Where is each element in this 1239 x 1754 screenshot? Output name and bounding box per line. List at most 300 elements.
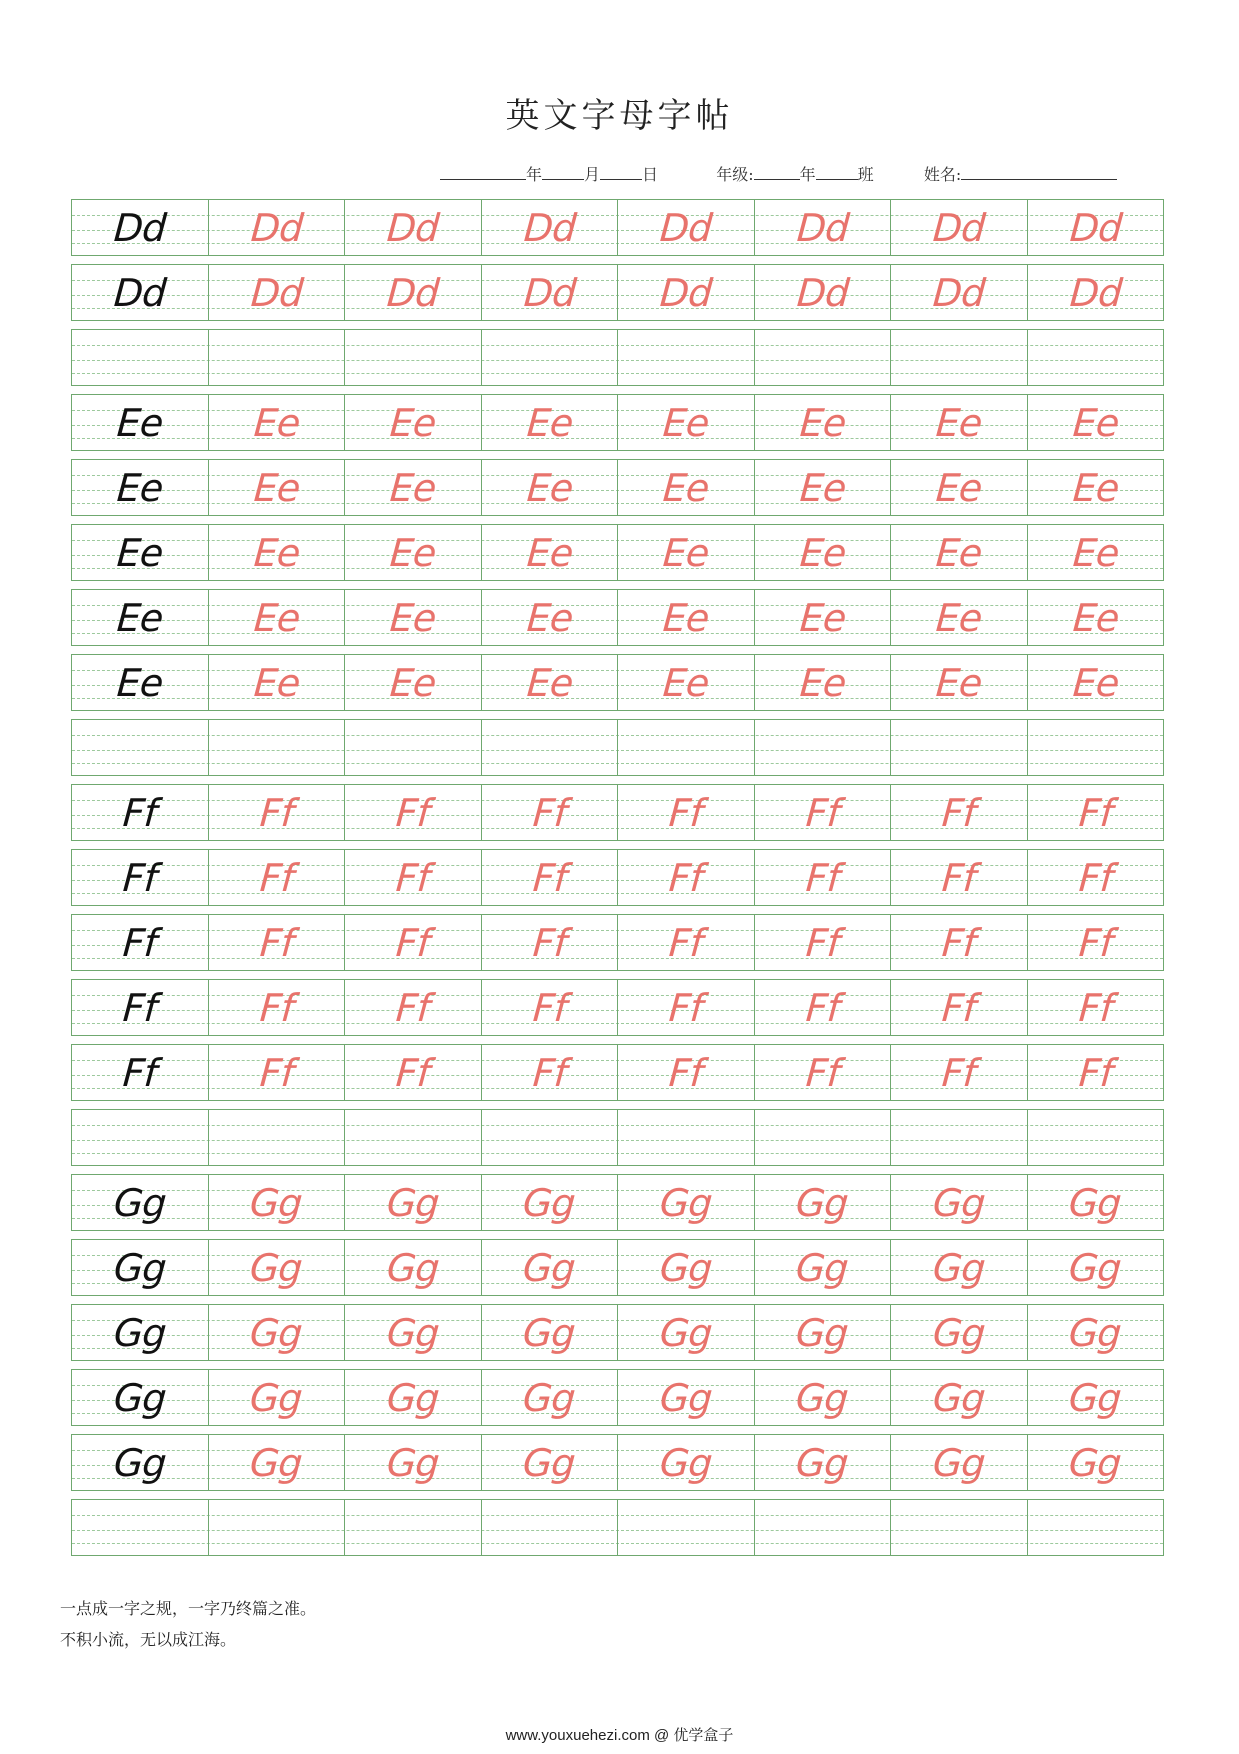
model-letter: Gg [112, 1375, 168, 1420]
writing-cell[interactable] [482, 1240, 619, 1295]
writing-cell[interactable] [755, 1370, 892, 1425]
letter-practice-row [71, 394, 1164, 451]
writing-cell[interactable] [755, 265, 892, 320]
trace-letter: Dd [522, 205, 577, 250]
writing-cell[interactable] [891, 1110, 1028, 1165]
writing-cell[interactable] [618, 1240, 755, 1295]
writing-cell[interactable] [618, 720, 755, 775]
writing-cell[interactable] [891, 1175, 1028, 1230]
writing-cell[interactable] [345, 655, 482, 710]
model-letter: Dd [112, 205, 167, 250]
writing-cell[interactable] [482, 980, 619, 1035]
writing-cell[interactable] [209, 1045, 346, 1100]
writing-cell[interactable] [1028, 1240, 1164, 1295]
writing-cell[interactable] [1028, 720, 1164, 775]
writing-cell[interactable] [755, 850, 892, 905]
writing-cell[interactable] [755, 330, 892, 385]
writing-cell[interactable] [755, 785, 892, 840]
writing-cell[interactable] [755, 1110, 892, 1165]
letter-practice-row [71, 459, 1164, 516]
trace-letter: Ff [804, 920, 841, 965]
writing-cell[interactable] [618, 850, 755, 905]
trace-letter: Gg [385, 1180, 441, 1225]
trace-letter: Ee [661, 465, 710, 510]
quotes [60, 1593, 316, 1655]
writing-cell[interactable] [891, 785, 1028, 840]
trace-letter: Ff [667, 855, 704, 900]
writing-cell[interactable] [482, 1370, 619, 1425]
writing-cell[interactable] [891, 1045, 1028, 1100]
writing-cell[interactable] [618, 980, 755, 1035]
practice-grid [71, 199, 1164, 1564]
writing-cell[interactable] [209, 785, 346, 840]
trace-letter: Ee [1071, 400, 1120, 445]
writing-cell[interactable] [1028, 850, 1164, 905]
writing-cell[interactable] [345, 1110, 482, 1165]
month-blank[interactable] [542, 165, 584, 180]
writing-cell[interactable] [482, 1110, 619, 1165]
trace-letter: Gg [248, 1440, 304, 1485]
model-letter: Ff [121, 855, 158, 900]
letter-practice-row [71, 979, 1164, 1036]
trace-letter: Ff [394, 920, 431, 965]
letter-practice-row [71, 1044, 1164, 1101]
trace-letter: Ee [934, 465, 983, 510]
writing-cell[interactable] [209, 1370, 346, 1425]
writing-cell[interactable] [72, 720, 209, 775]
trace-letter: Gg [658, 1180, 714, 1225]
writing-cell[interactable] [209, 915, 346, 970]
writing-cell[interactable] [755, 655, 892, 710]
trace-letter: Gg [521, 1440, 577, 1485]
trace-letter: Ff [1077, 855, 1114, 900]
trace-letter: Gg [521, 1310, 577, 1355]
blank-practice-row [71, 1499, 1164, 1556]
trace-letter: Gg [1067, 1310, 1123, 1355]
trace-letter: Gg [385, 1310, 441, 1355]
trace-letter: Ee [934, 400, 983, 445]
writing-cell[interactable] [482, 1045, 619, 1100]
writing-cell[interactable] [755, 915, 892, 970]
writing-cell[interactable] [72, 980, 209, 1035]
writing-cell[interactable] [72, 460, 209, 515]
writing-cell[interactable] [345, 460, 482, 515]
letter-practice-row [71, 199, 1164, 256]
letter-practice-row [71, 1304, 1164, 1361]
trace-letter: Ff [667, 790, 704, 835]
trace-letter: Ff [258, 790, 295, 835]
writing-cell[interactable] [72, 590, 209, 645]
grade-year-label: 年 [799, 165, 816, 184]
trace-letter: Dd [385, 205, 440, 250]
writing-cell[interactable] [891, 395, 1028, 450]
trace-letter: Ee [798, 465, 847, 510]
trace-letter: Ff [667, 985, 704, 1030]
writing-cell[interactable] [209, 590, 346, 645]
writing-cell[interactable] [1028, 1175, 1164, 1230]
writing-cell[interactable] [891, 1435, 1028, 1490]
writing-cell[interactable] [618, 265, 755, 320]
trace-letter: Gg [794, 1310, 850, 1355]
writing-cell[interactable] [891, 655, 1028, 710]
writing-cell[interactable] [482, 655, 619, 710]
writing-cell[interactable] [209, 850, 346, 905]
writing-cell[interactable] [618, 915, 755, 970]
letter-practice-row [71, 914, 1164, 971]
writing-cell[interactable] [345, 590, 482, 645]
writing-cell[interactable] [891, 265, 1028, 320]
trace-letter: Ee [1071, 660, 1120, 705]
writing-cell[interactable] [72, 1305, 209, 1360]
writing-cell[interactable] [72, 785, 209, 840]
writing-cell[interactable] [209, 1175, 346, 1230]
trace-letter: Ff [531, 920, 568, 965]
writing-cell[interactable] [209, 525, 346, 580]
writing-cell[interactable] [209, 1110, 346, 1165]
day-blank[interactable] [600, 165, 642, 180]
writing-cell[interactable] [1028, 590, 1164, 645]
writing-cell[interactable] [618, 330, 755, 385]
trace-letter: Ff [940, 985, 977, 1030]
month-label: 月 [584, 165, 601, 184]
trace-letter: Ee [661, 530, 710, 575]
trace-letter: Ee [388, 660, 437, 705]
writing-cell[interactable] [891, 590, 1028, 645]
writing-cell[interactable] [755, 590, 892, 645]
writing-cell[interactable] [209, 1435, 346, 1490]
trace-letter: Ee [252, 465, 301, 510]
writing-cell[interactable] [482, 200, 619, 255]
quote-line: 不积小流，无以成江海。 [60, 1630, 237, 1649]
trace-letter: Ee [798, 530, 847, 575]
writing-cell[interactable] [345, 265, 482, 320]
writing-cell[interactable] [755, 1175, 892, 1230]
blank-practice-row [71, 1109, 1164, 1166]
writing-cell[interactable] [72, 1240, 209, 1295]
year-label: 年 [526, 165, 543, 184]
trace-letter: Ee [525, 530, 574, 575]
writing-cell[interactable] [345, 915, 482, 970]
writing-cell[interactable] [72, 655, 209, 710]
writing-cell[interactable] [891, 1370, 1028, 1425]
writing-cell[interactable] [482, 330, 619, 385]
trace-letter: Gg [658, 1375, 714, 1420]
trace-letter: Dd [249, 205, 304, 250]
trace-letter: Ee [661, 660, 710, 705]
writing-cell[interactable] [72, 265, 209, 320]
writing-cell[interactable] [72, 200, 209, 255]
writing-cell[interactable] [618, 1435, 755, 1490]
writing-cell[interactable] [755, 720, 892, 775]
writing-cell[interactable] [618, 395, 755, 450]
writing-cell[interactable] [345, 1370, 482, 1425]
model-letter: Ee [115, 465, 164, 510]
writing-cell[interactable] [482, 720, 619, 775]
grade-label: 年级: [716, 165, 754, 184]
writing-cell[interactable] [482, 1435, 619, 1490]
writing-cell[interactable] [482, 460, 619, 515]
name-blank[interactable] [961, 165, 1117, 180]
trace-letter: Ff [940, 855, 977, 900]
writing-cell[interactable] [209, 655, 346, 710]
page-title: 英文字母字帖 [505, 96, 734, 136]
writing-cell[interactable] [209, 1305, 346, 1360]
writing-cell[interactable] [209, 265, 346, 320]
trace-letter: Ff [1077, 985, 1114, 1030]
trace-letter: Gg [248, 1375, 304, 1420]
trace-letter: Ff [258, 855, 295, 900]
trace-letter: Ee [934, 660, 983, 705]
writing-cell[interactable] [618, 1110, 755, 1165]
writing-cell[interactable] [891, 330, 1028, 385]
writing-cell[interactable] [1028, 1110, 1164, 1165]
trace-letter: Ee [1071, 530, 1120, 575]
trace-letter: Gg [521, 1180, 577, 1225]
class-blank[interactable] [816, 165, 858, 180]
trace-letter: Ee [252, 660, 301, 705]
trace-letter: Ee [252, 595, 301, 640]
writing-cell[interactable] [482, 785, 619, 840]
trace-letter: Dd [795, 205, 850, 250]
letter-practice-row [71, 1174, 1164, 1231]
writing-cell[interactable] [72, 330, 209, 385]
writing-cell[interactable] [618, 460, 755, 515]
writing-cell[interactable] [1028, 1045, 1164, 1100]
writing-cell[interactable] [1028, 785, 1164, 840]
trace-letter: Ee [1071, 465, 1120, 510]
writing-cell[interactable] [618, 525, 755, 580]
writing-cell[interactable] [618, 1045, 755, 1100]
writing-cell[interactable] [345, 980, 482, 1035]
trace-letter: Gg [931, 1310, 987, 1355]
writing-cell[interactable] [755, 200, 892, 255]
writing-cell[interactable] [72, 525, 209, 580]
writing-cell[interactable] [891, 525, 1028, 580]
trace-letter: Ee [1071, 595, 1120, 640]
letter-practice-row [71, 1434, 1164, 1491]
trace-letter: Gg [1067, 1180, 1123, 1225]
writing-cell[interactable] [755, 395, 892, 450]
writing-cell[interactable] [482, 850, 619, 905]
letter-practice-row [71, 524, 1164, 581]
trace-letter: Gg [794, 1180, 850, 1225]
writing-cell[interactable] [72, 915, 209, 970]
writing-cell[interactable] [345, 200, 482, 255]
writing-cell[interactable] [72, 1110, 209, 1165]
trace-letter: Dd [931, 205, 986, 250]
writing-cell[interactable] [755, 1045, 892, 1100]
writing-cell[interactable] [891, 720, 1028, 775]
trace-letter: Gg [521, 1245, 577, 1290]
trace-letter: Gg [248, 1245, 304, 1290]
trace-letter: Ff [804, 855, 841, 900]
writing-cell[interactable] [755, 1305, 892, 1360]
writing-cell[interactable] [482, 1500, 619, 1555]
trace-letter: Ff [940, 790, 977, 835]
model-letter: Ee [115, 595, 164, 640]
writing-cell[interactable] [618, 200, 755, 255]
writing-cell[interactable] [618, 1175, 755, 1230]
writing-cell[interactable] [482, 590, 619, 645]
writing-cell[interactable] [72, 1175, 209, 1230]
model-letter: Gg [112, 1310, 168, 1355]
trace-letter: Gg [521, 1375, 577, 1420]
trace-letter: Gg [658, 1440, 714, 1485]
writing-cell[interactable] [482, 525, 619, 580]
writing-cell[interactable] [482, 265, 619, 320]
writing-cell[interactable] [345, 1240, 482, 1295]
name-label: 姓名: [923, 165, 962, 184]
trace-letter: Ff [667, 920, 704, 965]
writing-cell[interactable] [1028, 1305, 1164, 1360]
model-letter: Ee [115, 660, 164, 705]
writing-cell[interactable] [72, 395, 209, 450]
blank-practice-row [71, 719, 1164, 776]
trace-letter: Ee [388, 530, 437, 575]
letter-practice-row [71, 784, 1164, 841]
writing-cell[interactable] [755, 1240, 892, 1295]
writing-cell[interactable] [209, 980, 346, 1035]
trace-letter: Ee [934, 595, 983, 640]
trace-letter: Ff [940, 920, 977, 965]
grade-blank[interactable] [754, 165, 800, 180]
writing-cell[interactable] [209, 1240, 346, 1295]
model-letter: Ee [115, 400, 164, 445]
trace-letter: Ff [1077, 790, 1114, 835]
writing-cell[interactable] [209, 200, 346, 255]
writing-cell[interactable] [482, 1305, 619, 1360]
writing-cell[interactable] [1028, 330, 1164, 385]
writing-cell[interactable] [1028, 525, 1164, 580]
trace-letter: Gg [658, 1245, 714, 1290]
writing-cell[interactable] [72, 1045, 209, 1100]
writing-cell[interactable] [1028, 915, 1164, 970]
writing-cell[interactable] [345, 395, 482, 450]
writing-cell[interactable] [618, 590, 755, 645]
writing-cell[interactable] [72, 1370, 209, 1425]
trace-letter: Gg [931, 1440, 987, 1485]
trace-letter: Gg [385, 1440, 441, 1485]
writing-cell[interactable] [618, 655, 755, 710]
model-letter: Gg [112, 1440, 168, 1485]
trace-letter: Ff [1077, 1050, 1114, 1095]
writing-cell[interactable] [1028, 1435, 1164, 1490]
writing-cell[interactable] [209, 460, 346, 515]
writing-cell[interactable] [891, 850, 1028, 905]
trace-letter: Ee [661, 595, 710, 640]
writing-cell[interactable] [1028, 655, 1164, 710]
trace-letter: Gg [248, 1310, 304, 1355]
trace-letter: Gg [794, 1245, 850, 1290]
trace-letter: Gg [1067, 1440, 1123, 1485]
model-letter: Ff [121, 985, 158, 1030]
writing-cell[interactable] [345, 1305, 482, 1360]
trace-letter: Ee [934, 530, 983, 575]
trace-letter: Ff [667, 1050, 704, 1095]
trace-letter: Dd [795, 270, 850, 315]
trace-letter: Ee [525, 595, 574, 640]
writing-cell[interactable] [618, 1305, 755, 1360]
writing-cell[interactable] [345, 330, 482, 385]
writing-cell[interactable] [72, 1500, 209, 1555]
writing-cell[interactable] [1028, 980, 1164, 1035]
blank-practice-row [71, 329, 1164, 386]
model-letter: Gg [112, 1180, 168, 1225]
writing-cell[interactable] [345, 1175, 482, 1230]
writing-cell[interactable] [618, 1370, 755, 1425]
writing-cell[interactable] [1028, 265, 1164, 320]
writing-cell[interactable] [345, 785, 482, 840]
writing-cell[interactable] [209, 330, 346, 385]
writing-cell[interactable] [891, 1240, 1028, 1295]
trace-letter: Gg [1067, 1245, 1123, 1290]
writing-cell[interactable] [891, 200, 1028, 255]
writing-cell[interactable] [891, 460, 1028, 515]
trace-letter: Ff [531, 985, 568, 1030]
writing-cell[interactable] [618, 1500, 755, 1555]
writing-cell[interactable] [345, 1435, 482, 1490]
writing-cell[interactable] [482, 395, 619, 450]
writing-cell[interactable] [1028, 460, 1164, 515]
trace-letter: Ee [661, 400, 710, 445]
letter-practice-row [71, 1369, 1164, 1426]
trace-letter: Dd [522, 270, 577, 315]
writing-cell[interactable] [345, 1500, 482, 1555]
writing-cell[interactable] [209, 395, 346, 450]
trace-letter: Gg [931, 1180, 987, 1225]
trace-letter: Gg [385, 1375, 441, 1420]
writing-cell[interactable] [345, 525, 482, 580]
writing-cell[interactable] [891, 915, 1028, 970]
writing-cell[interactable] [1028, 200, 1164, 255]
trace-letter: Dd [1068, 270, 1123, 315]
writing-cell[interactable] [891, 1305, 1028, 1360]
writing-cell[interactable] [209, 720, 346, 775]
class-label: 班 [857, 165, 874, 184]
writing-cell[interactable] [482, 1175, 619, 1230]
trace-letter: Ff [940, 1050, 977, 1095]
writing-cell[interactable] [1028, 1370, 1164, 1425]
day-label: 日 [642, 165, 659, 184]
writing-cell[interactable] [345, 850, 482, 905]
writing-cell[interactable] [618, 785, 755, 840]
writing-cell[interactable] [482, 915, 619, 970]
trace-letter: Ee [798, 400, 847, 445]
writing-cell[interactable] [891, 980, 1028, 1035]
trace-letter: Ff [394, 985, 431, 1030]
writing-cell[interactable] [1028, 1500, 1164, 1555]
writing-cell[interactable] [209, 1500, 346, 1555]
writing-cell[interactable] [755, 525, 892, 580]
writing-cell[interactable] [755, 980, 892, 1035]
writing-cell[interactable] [345, 720, 482, 775]
writing-cell[interactable] [755, 1435, 892, 1490]
writing-cell[interactable] [72, 850, 209, 905]
writing-cell[interactable] [755, 1500, 892, 1555]
writing-cell[interactable] [345, 1045, 482, 1100]
writing-cell[interactable] [72, 1435, 209, 1490]
year-blank[interactable] [440, 165, 526, 180]
trace-letter: Gg [794, 1375, 850, 1420]
writing-cell[interactable] [755, 460, 892, 515]
trace-letter: Ff [531, 855, 568, 900]
trace-letter: Ff [394, 790, 431, 835]
trace-letter: Gg [658, 1310, 714, 1355]
writing-cell[interactable] [891, 1500, 1028, 1555]
student-info-line [440, 162, 1180, 185]
trace-letter: Dd [385, 270, 440, 315]
writing-cell[interactable] [1028, 395, 1164, 450]
